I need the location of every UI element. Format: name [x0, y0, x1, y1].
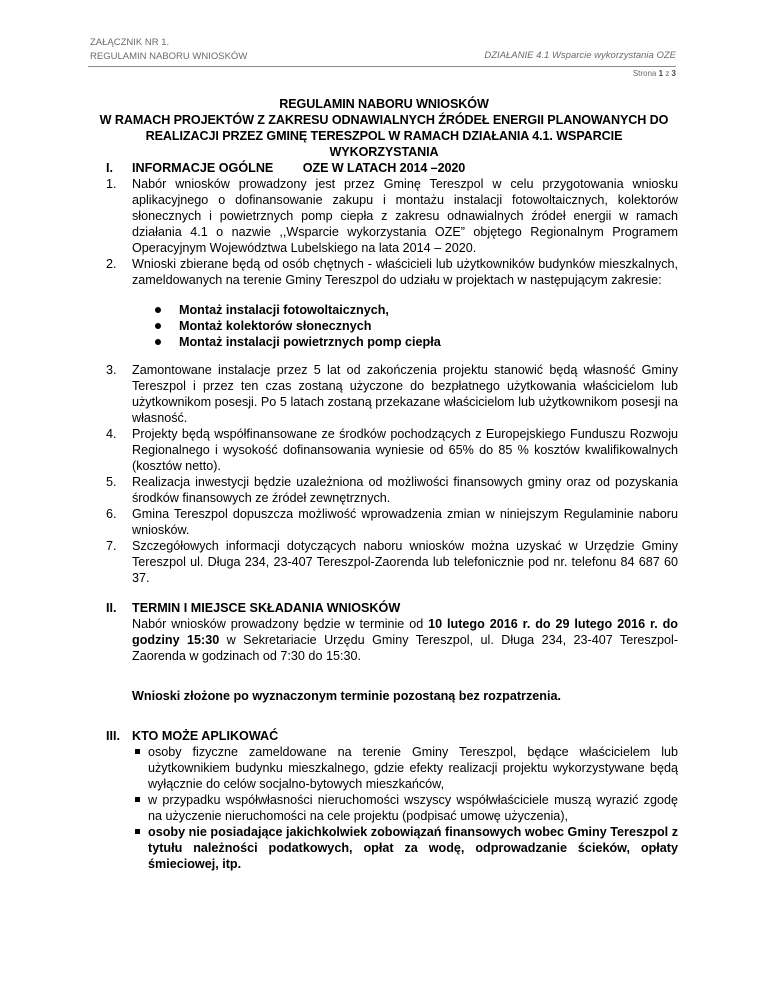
page-total: 3: [671, 69, 676, 78]
section-heading: KTO MOŻE APLIKOWAĆ: [132, 729, 279, 743]
item-number: 7.: [106, 539, 117, 553]
deadline-text-after: w Sekretariacie Urzędu Gminy Tereszpol, ul. Długa 234, 23-407 Tereszpol-Zaorenda w godzinach od 7:30 do 15:30.: [132, 633, 679, 663]
list-item: [90, 792, 678, 824]
page-label: Strona: [632, 69, 657, 78]
section-eligibility: [90, 728, 678, 744]
bullet-item: [90, 302, 678, 318]
bullet-icon: [155, 307, 161, 313]
title-line-3: REALIZACJI PRZEZ GMINĘ TERESZPOL W RAMACH DZIAŁANIA 4.1. WSPARCIE WYKORZYSTANIA: [145, 129, 623, 159]
document-body: [90, 160, 678, 872]
section-number: III.: [106, 729, 120, 743]
section-deadline: [90, 600, 678, 704]
list-item: [90, 474, 678, 506]
section-heading: INFORMACJE OGÓLNE: [132, 161, 274, 175]
page-indicator: [633, 69, 676, 78]
item-text: osoby nie posiadające jakichkolwiek zobowiązań finansowych wobec Gminy Tereszpol z tytułu należności podatkowych, opłat za wodę, odprowadzanie ścieków, opłaty śmieciowej, itp.: [148, 825, 678, 871]
bullet-text: Montaż instalacji powietrznych pomp ciepła: [179, 335, 441, 349]
item-number: 5.: [106, 475, 117, 489]
list-item: [90, 176, 678, 256]
header-regulation: REGULAMIN NABORU WNIOSKÓW: [90, 51, 248, 62]
list-item: [90, 538, 678, 586]
eligibility-list: [90, 744, 678, 872]
item-text: Wnioski zbierane będą od osób chętnych - właścicieli lub użytkowników budynków mieszkalnych, zameldowanych na terenie Gminy Tereszpol do udziału w projektach w następującym zakresie:: [132, 257, 678, 287]
general-info-list-a: [90, 176, 678, 288]
late-submission-note: Wnioski złożone po wyznaczonym terminie pozostaną bez rozpatrzenia.: [132, 689, 561, 703]
section-general-info: [90, 160, 678, 176]
item-text: Realizacja inwestycji będzie uzależniona od możliwości finansowych gminy oraz od pozyskania środków finansowych ze źródeł zewnętrznych.: [132, 475, 678, 505]
item-number: 4.: [106, 427, 117, 441]
bullet-text: Montaż kolektorów słonecznych: [179, 319, 372, 333]
square-bullet-icon: [135, 749, 140, 754]
title-line-2: W RAMACH PROJEKTÓW Z ZAKRESU ODNAWIALNYCH ŹRÓDEŁ ENERGII PLANOWANYCH DO: [99, 113, 669, 127]
item-text: Projekty będą współfinansowane ze środków pochodzących z Europejskiego Funduszu Rozwoju Regionalnego i wysokość dofinansowania wyniesie od 65% do 85 % kosztów kwalifikowalnych (kosztów netto).: [132, 427, 678, 473]
list-item: [90, 824, 678, 872]
list-item: [90, 744, 678, 792]
header-attachment: ZAŁĄCZNIK NR 1.: [90, 37, 170, 48]
header-divider: [88, 66, 676, 67]
item-number: 1.: [106, 177, 117, 191]
list-item: [90, 362, 678, 426]
deadline-paragraph: [132, 616, 678, 664]
general-info-list-b: [90, 362, 678, 586]
header-left: [90, 36, 247, 64]
deadline-dates: 10 lutego 2016 r. do 29 lutego 2016 r. do godziny 15:30: [132, 617, 678, 647]
bullet-item: [90, 334, 678, 350]
item-text: Nabór wniosków prowadzony jest przez Gminę Tereszpol w celu przygotowania wniosku aplikacyjnego o dofinansowanie zakupu i montażu instalacji fotowoltaicznych, kolektorów słonecznych i powietrznych pomp ciepła z zakresu odnawialnych źródeł energii w ramach działania 4.1 o nazwie ,,Wsparcie wykorzystania OZE” objętego Regionalnym Programem Operacyjnym Województwa Lubelskiego na lata 2014 – 2020.: [132, 177, 678, 255]
section-number: II.: [106, 601, 117, 615]
bullet-text: Montaż instalacji fotowoltaicznych,: [179, 303, 389, 317]
title-line-1: REGULAMIN NABORU WNIOSKÓW: [279, 97, 489, 111]
item-number: 6.: [106, 507, 117, 521]
item-text: Szczegółowych informacji dotyczących naboru wniosków można uzyskać w Urzędzie Gminy Tereszpol ul. Długa 234, 23-407 Tereszpol-Zaorenda lub telefonicznie pod nr. telefonu 84 687 60 37.: [132, 539, 678, 585]
item-number: 3.: [106, 363, 117, 377]
section-heading: TERMIN I MIEJSCE SKŁADANIA WNIOSKÓW: [132, 601, 401, 615]
square-bullet-icon: [135, 797, 140, 802]
square-bullet-icon: [135, 829, 140, 834]
list-item: [90, 256, 678, 288]
bullet-icon: [155, 323, 161, 329]
title-line-4: OZE W LATACH 2014 –2020: [302, 161, 466, 175]
section-number: I.: [106, 161, 113, 175]
deadline-text-before: Nabór wniosków prowadzony będzie w terminie od: [132, 617, 429, 631]
item-number: 2.: [106, 257, 117, 271]
item-text: Zamontowane instalacje przez 5 lat od zakończenia projektu stanowić będą własność Gminy Tereszpol i przez ten czas zostaną użyczone do bezpłatnego użytkowania właścicielom lub użytkownikom posesji. Po 5 latach zostaną przekazane właścicielom lub użytkownikom posesji na własność.: [132, 363, 678, 425]
scope-bullet-list: [90, 302, 678, 350]
page-number: 1: [658, 69, 664, 78]
item-text: osoby fizyczne zameldowane na terenie Gminy Tereszpol, będące właścicielem lub użytkownikiem budynku mieszkalnego, gdzie efekty realizacji projektu wykorzystywane będą wyłącznie do celów socjalno-bytowych mieszkańców,: [148, 745, 678, 791]
bullet-item: [90, 318, 678, 334]
bullet-icon: [155, 339, 161, 345]
header-action: DZIAŁANIE 4.1 Wsparcie wykorzystania OZE: [484, 50, 676, 61]
item-text: Gmina Tereszpol dopuszcza możliwość wprowadzenia zmian w niniejszym Regulaminie naboru wniosków.: [132, 507, 678, 537]
list-item: [90, 426, 678, 474]
page-separator: z: [665, 69, 670, 78]
item-text: w przypadku współwłasności nieruchomości wszyscy współwłaściciele muszą wyrazić zgodę na użyczenie nieruchomości na cele projektu (podpisać umowę użyczenia),: [148, 793, 678, 823]
list-item: [90, 506, 678, 538]
